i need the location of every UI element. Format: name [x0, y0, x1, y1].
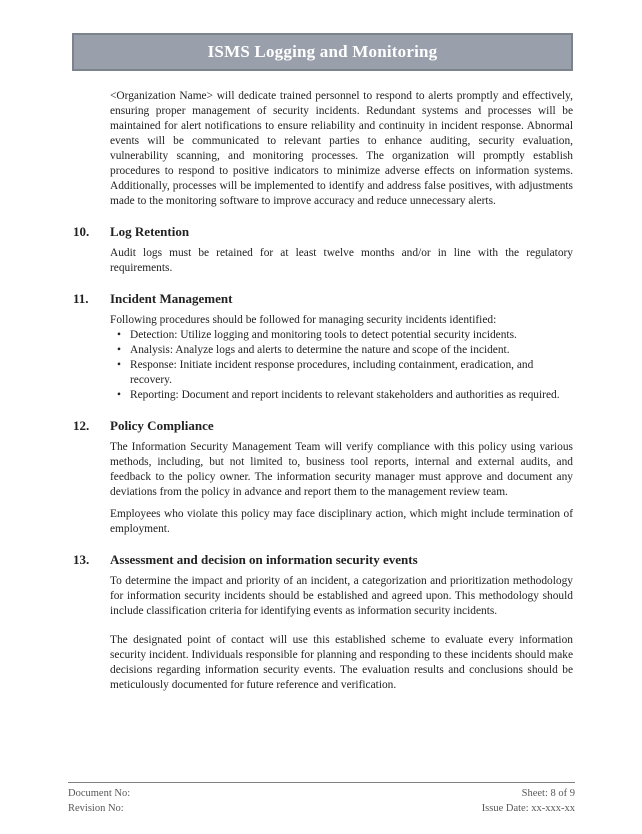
section-title: Incident Management: [110, 291, 233, 306]
section-paragraph: The designated point of contact will use this established scheme to evaluate every information security incident. Individuals responsible for planning and responding to these incidents should make decisions regarding information security events. The evaluation results and conclusions should be meticulously documented for future reference and verification.: [110, 634, 573, 691]
section-number: 10.: [73, 224, 90, 239]
section-number: 11.: [73, 291, 89, 306]
section-heading: [73, 290, 573, 307]
section-assessment-decision: [73, 551, 573, 693]
sheet-label: Sheet: 8 of 9: [521, 788, 575, 799]
section-paragraph: Audit logs must be retained for at least twelve months and/or in line with the regulatory requirements.: [110, 247, 573, 274]
intro-paragraph: <Organization Name> will dedicate trained personnel to respond to alerts promptly and effectively, ensuring proper management of security incidents. Redundant systems and processes will be maintained for alert notifications to ensure reliability and continuity in incident response. Abnormal events will be communicated to relevant parties to enhance auditing, security evaluation, vulnerability scanning, and monitoring processes. The organization will promptly establish procedures to respond to positive indicators to minimize adverse effects on information systems. Additionally, processes will be implemented to identify and address false positives, with adjustments made to the monitoring software to improve accuracy and reduce unnecessary alerts.: [110, 90, 573, 207]
bullet-text: Analysis: Analyze logs and alerts to determine the nature and scope of the incident.: [130, 344, 510, 356]
section-paragraph: Following procedures should be followed for managing security incidents identified:: [110, 314, 497, 326]
document-body: [73, 89, 573, 693]
section-title: Assessment and decision on information security events: [110, 552, 418, 567]
bullet-text: Detection: Utilize logging and monitoring tools to detect potential security incidents.: [130, 329, 517, 341]
bullet-item: [110, 328, 573, 343]
section-heading: [73, 223, 573, 240]
footer-right: [482, 787, 575, 816]
section-paragraph: The Information Security Management Team will verify compliance with this policy using various methods, including, but not limited to, business tool reports, internal and external audits, and feedback to the policy owner. The information security manager must approve and document any deviations from the policy in advance and report them to the management review team.: [110, 441, 573, 498]
section-paragraph: Employees who violate this policy may face disciplinary action, which might include termination of employment.: [110, 508, 573, 535]
section-title: Policy Compliance: [110, 418, 214, 433]
section-incident-management: [73, 290, 573, 403]
page-footer: [68, 782, 575, 816]
bullet-icon: •: [117, 389, 121, 401]
section-log-retention: [73, 223, 573, 276]
section-number: 13.: [73, 552, 90, 567]
document-no-label: Document No:: [68, 788, 131, 799]
section-number: 12.: [73, 418, 90, 433]
bullet-text: Reporting: Document and report incidents to relevant stakeholders and authorities as required.: [130, 389, 560, 401]
bullet-list: [110, 328, 573, 403]
bullet-text: Response: Initiate incident response procedures, including containment, eradication, and recovery.: [130, 359, 534, 386]
section-heading: [73, 551, 573, 568]
bullet-item: [110, 343, 573, 358]
section-policy-compliance: [73, 417, 573, 537]
issue-date-label: Issue Date: xx-xxx-xx: [481, 802, 575, 814]
bullet-icon: •: [117, 359, 121, 371]
section-heading: [73, 417, 573, 434]
section-title: Log Retention: [110, 224, 190, 239]
page-title: ISMS Logging and Monitoring: [207, 42, 438, 61]
section-paragraph: To determine the impact and priority of an incident, a categorization and prioritization methodology for information security incidents should be established and agreed upon. This methodology should include classification criteria for identifying events as information security incidents.: [110, 575, 573, 617]
bullet-item: [110, 358, 573, 388]
bullet-icon: •: [117, 329, 121, 341]
revision-no-label: Revision No:: [68, 802, 124, 814]
bullet-icon: •: [117, 344, 121, 356]
footer-left: [68, 787, 130, 816]
document-header-bar: [72, 33, 573, 71]
bullet-item: [110, 388, 573, 403]
